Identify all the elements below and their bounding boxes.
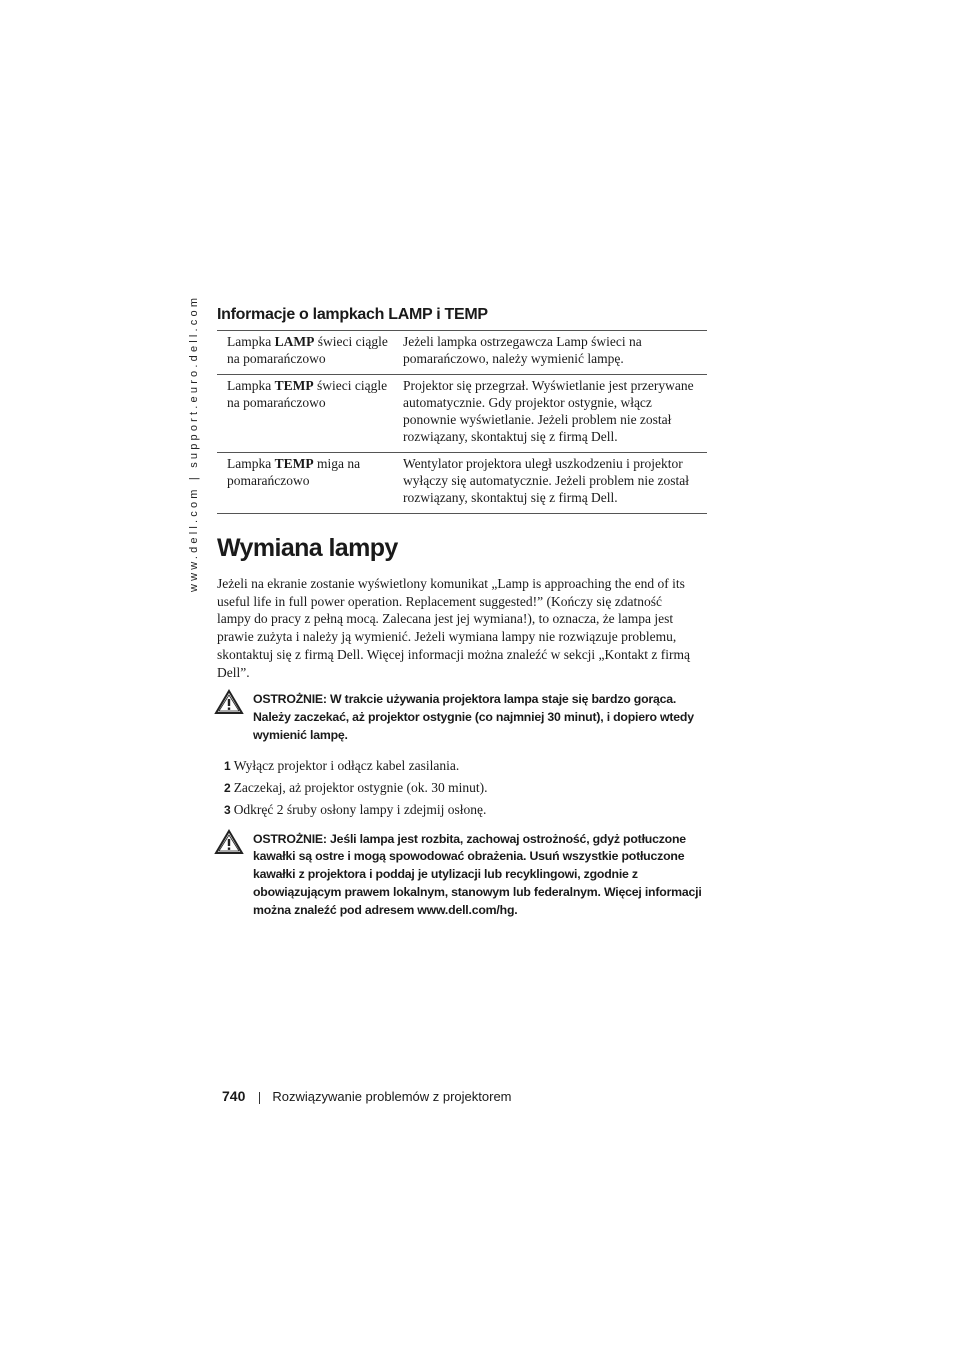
table-cell-indicator: Lampka TEMP miga na pomarańczowo [227,456,361,488]
list-item: 2 Zaczekaj, aż projektor ostygnie (ok. 30 minut). [224,779,488,795]
page-footer [222,1088,622,1104]
table-row [217,375,707,453]
table-cell-indicator: Lampka LAMP świeci ciągle na pomarańczowo [227,334,388,366]
list-item: 1 Wyłącz projektor i odłącz kabel zasilania. [224,757,460,773]
footer-divider [259,1092,260,1104]
side-url-text: www.dell.com | support.euro.dell.com [188,294,200,592]
page-title: Wymiana lampy [217,534,398,562]
lamp-status-table [217,330,707,514]
caution-text: OSTROŻNIE: W trakcie używania projektora lampa staje się bardzo gorąca. Należy zaczekać, aż projektor ostygnie (co najmniej 30 minut), i dopiero wtedy wymienić lampę. [253,692,694,742]
caution-note [217,831,709,920]
caution-text: OSTROŻNIE: Jeśli lampa jest rozbita, zachowaj ostrożność, gdyż potłuczone kawałki są ostre i mogą spowodować obrażenia. Usuń wszystkie potłuczone kawałki z projektora i poddaj je utylizacji lub recyklingowi, zgodnie z obowiązującym prawem lokalnym, stanowym lub federalnym. Więcej informacji można znaleźć pod adresem www.dell.com/hg. [253,831,702,917]
page-content [217,306,709,920]
page-number: 740 [222,1088,246,1104]
table-row [217,453,707,514]
table-cell-description: Jeżeli lampka ostrzegawcza Lamp świeci na pomarańczowo, należy wymienić lampę. [403,334,642,366]
chapter-title: Rozwiązywanie problemów z projektorem [272,1089,512,1104]
table-cell-description: Wentylator projektora uległ uszkodzeniu i projektor wyłączy się automatycznie. Jeżeli problem nie został rozwiązany, skontaktuj się z firmą Dell. [403,456,690,505]
caution-note [217,691,709,744]
table-row [217,331,707,375]
table-cell-description: Projektor się przegrzał. Wyświetlanie jest przerywane automatycznie. Gdy projektor ostygnie, włącz ponownie wyświetlanie. Jeżeli problem nie został rozwiązany, skontaktuj się z firmą Dell. [403,378,694,444]
steps-list [217,755,709,821]
warning-icon [214,829,244,855]
section-heading: Informacje o lampkach LAMP i TEMP [217,306,488,323]
table-cell-indicator: Lampka TEMP świeci ciągle na pomarańczowo [227,378,388,410]
list-item: 3 Odkręć 2 śruby osłony lampy i zdejmij osłonę. [224,801,487,817]
warning-icon [214,689,244,715]
intro-paragraph: Jeżeli na ekranie zostanie wyświetlony komunikat „Lamp is approaching the end of its useful life in full power operation. Replacement suggested!” (Kończy się zdatność lampy do pracy z pełną mocą. Zalecana jest jej wymiana!), to oznacza, że lampa jest prawie zużyta i należy ją wymienić. Jeżeli wymiana lampy nie rozwiązuje problemu, skontaktuj się z firmą Dell. Więcej informacji można znaleźć w sekcji „Kontakt z firmą Dell”. [217,576,691,680]
